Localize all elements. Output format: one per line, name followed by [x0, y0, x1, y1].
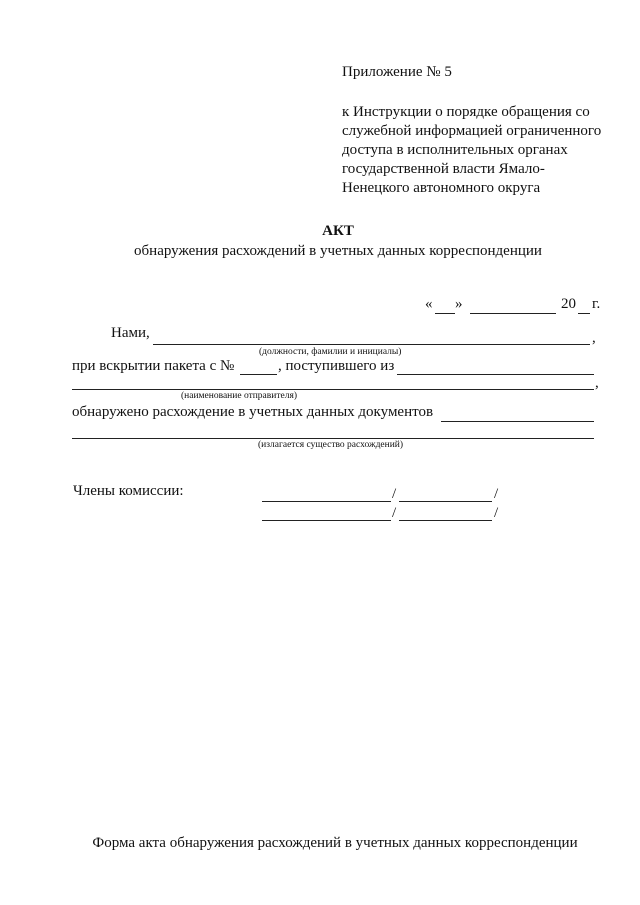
- commission-member-2-slash-2: /: [494, 505, 499, 521]
- date-day-blank: [435, 313, 455, 314]
- appendix-reference-line-4: государственной власти Ямало-: [342, 161, 545, 177]
- received-from-blank: [397, 374, 594, 375]
- package-label: при вскрытии пакета с №: [72, 358, 235, 374]
- commission-member-2-name: [399, 520, 492, 521]
- commission-label: Члены комиссии:: [73, 483, 184, 499]
- commission-member-2-slash-1: /: [392, 505, 397, 521]
- essence-caption: (излагается существо расхождений): [258, 440, 404, 450]
- date-close-quote: »: [455, 296, 463, 312]
- by-us-comma: ,: [592, 330, 596, 346]
- discrepancy-blank: [441, 421, 594, 422]
- date-open-quote: «: [425, 296, 433, 312]
- commission-member-2-signature: [262, 520, 391, 521]
- discrepancy-label: обнаружено расхождение в учетных данных документов: [72, 404, 434, 420]
- appendix-reference-line-1: к Инструкции о порядке обращения со: [342, 104, 590, 120]
- footer-caption: Форма акта обнаружения расхождений в учетных данных корреспонденции: [92, 835, 578, 851]
- commission-member-1-slash-1: /: [392, 486, 397, 502]
- appendix-number: Приложение № 5: [342, 64, 452, 80]
- commission-member-1-name: [399, 501, 492, 502]
- document-title: АКТ: [322, 223, 354, 239]
- package-number-blank: [240, 374, 277, 375]
- date-year-blank: [578, 313, 590, 314]
- document-subtitle: обнаружения расхождений в учетных данных корреспонденции: [134, 243, 542, 259]
- by-us-blank: [153, 344, 590, 345]
- essence-blank: [72, 438, 594, 439]
- appendix-reference-line-5: Ненецкого автономного округа: [342, 180, 541, 196]
- date-year-suffix: г.: [592, 296, 601, 312]
- commission-member-1-signature: [262, 501, 391, 502]
- by-us-caption: (должности, фамилии и инициалы): [259, 347, 402, 357]
- sender-caption: (наименование отправителя): [181, 391, 297, 401]
- date-year-prefix: 20: [561, 296, 576, 312]
- appendix-reference-line-3: доступа в исполнительных органах: [342, 142, 568, 158]
- appendix-reference-line-2: служебной информацией ограниченного: [342, 123, 602, 139]
- commission-member-1-slash-2: /: [494, 486, 499, 502]
- sender-comma: ,: [595, 375, 599, 391]
- sender-blank: [72, 389, 594, 390]
- by-us-label: Нами,: [111, 325, 150, 341]
- received-from-label: , поступившего из: [278, 358, 395, 374]
- date-month-blank: [470, 313, 556, 314]
